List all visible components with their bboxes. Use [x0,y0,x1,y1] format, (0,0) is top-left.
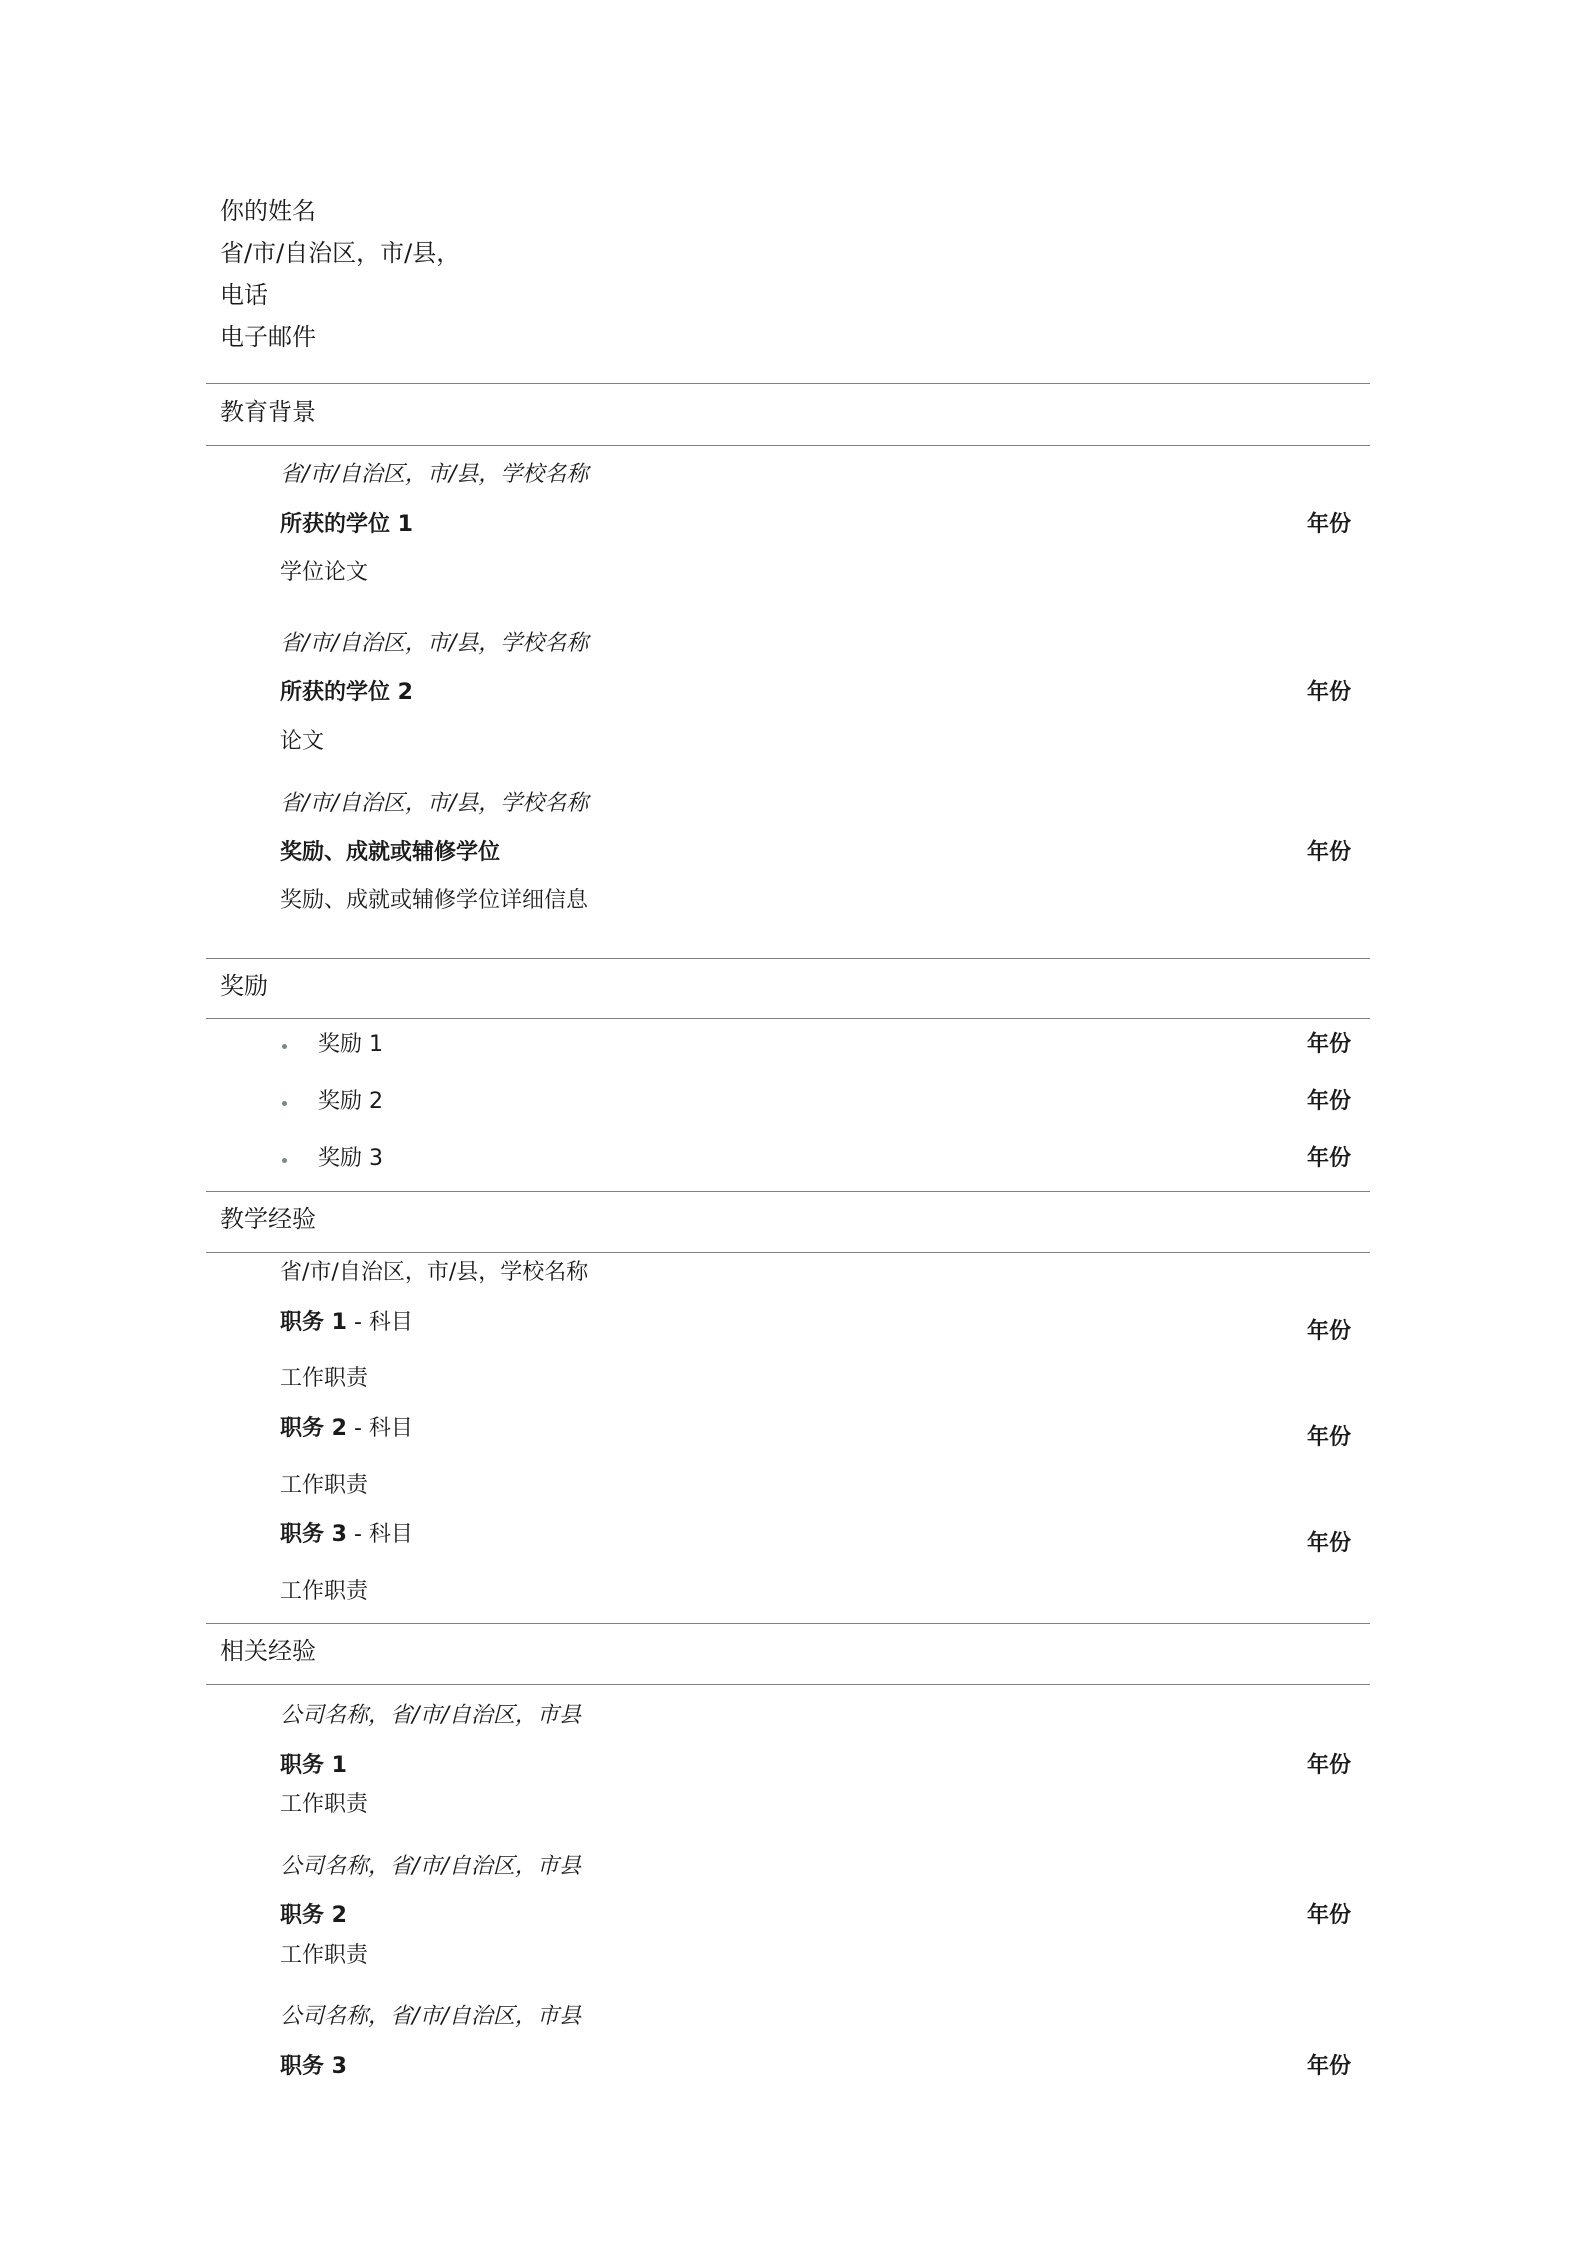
related-duties: 工作职责 [280,1943,369,1968]
resume-name: 你的姓名 [220,197,316,225]
related-role: 职务 2 [280,1903,347,1928]
education-location: 省/市/自治区，市/县，学校名称 [280,791,589,816]
education-degree: 所获的学位 1 [280,512,413,537]
bullet-icon [282,1044,287,1049]
award-year: 年份 [1306,1146,1351,1171]
section-title-awards: 奖励 [220,972,268,1000]
resume-email: 电子邮件 [220,323,316,351]
related-year: 年份 [1306,2054,1351,2079]
teaching-role-line [280,1309,413,1337]
section-title-education: 教育背景 [220,398,316,426]
education-degree: 奖励、成就或辅修学位 [280,840,501,865]
education-detail: 学位论文 [280,560,369,585]
related-year: 年份 [1306,1753,1351,1778]
section-divider [206,383,1370,384]
teaching-year: 年份 [1306,1319,1351,1344]
section-divider [206,1191,1370,1192]
teaching-subject: - 科目 [346,1310,413,1335]
education-year: 年份 [1306,680,1351,705]
resume-address: 省/市/自治区，市/县， [220,239,461,267]
teaching-subject: - 科目 [346,1522,413,1547]
related-duties: 工作职责 [280,1792,369,1817]
teaching-year: 年份 [1306,1425,1351,1450]
related-company: 公司名称，省/市/自治区，市县 [280,1703,581,1728]
bullet-icon [282,1158,287,1163]
teaching-role: 职务 2 [280,1416,347,1441]
section-divider [206,1623,1370,1624]
teaching-location: 省/市/自治区，市/县，学校名称 [280,1260,589,1285]
section-title-related: 相关经验 [220,1637,316,1665]
education-detail: 论文 [280,729,325,754]
education-location: 省/市/自治区，市/县，学校名称 [280,462,589,487]
related-role: 职务 3 [280,2054,347,2079]
award-year: 年份 [1306,1032,1351,1057]
related-year: 年份 [1306,1903,1351,1928]
award-label: 奖励 1 [318,1032,383,1057]
related-role: 职务 1 [280,1753,347,1778]
teaching-role: 职务 3 [280,1522,347,1547]
teaching-duties: 工作职责 [280,1579,369,1604]
education-year: 年份 [1306,512,1351,537]
teaching-subject: - 科目 [346,1416,413,1441]
teaching-role: 职务 1 [280,1310,347,1335]
education-year: 年份 [1306,840,1351,865]
education-degree: 所获的学位 2 [280,680,413,705]
section-divider [206,445,1370,446]
section-divider [206,1018,1370,1019]
teaching-role-line [280,1521,413,1549]
teaching-role-line [280,1415,413,1443]
bullet-icon [282,1101,287,1106]
education-location: 省/市/自治区，市/县，学校名称 [280,631,589,656]
education-detail: 奖励、成就或辅修学位详细信息 [280,888,589,913]
teaching-duties: 工作职责 [280,1473,369,1498]
award-year: 年份 [1306,1089,1351,1114]
section-divider [206,958,1370,959]
teaching-duties: 工作职责 [280,1366,369,1391]
award-label: 奖励 3 [318,1146,383,1171]
related-company: 公司名称，省/市/自治区，市县 [280,1854,581,1879]
related-company: 公司名称，省/市/自治区，市县 [280,2004,581,2029]
resume-phone: 电话 [220,281,268,309]
section-divider [206,1684,1370,1685]
section-title-teaching: 教学经验 [220,1205,316,1233]
award-label: 奖励 2 [318,1089,383,1114]
teaching-year: 年份 [1306,1531,1351,1556]
section-divider [206,1252,1370,1253]
